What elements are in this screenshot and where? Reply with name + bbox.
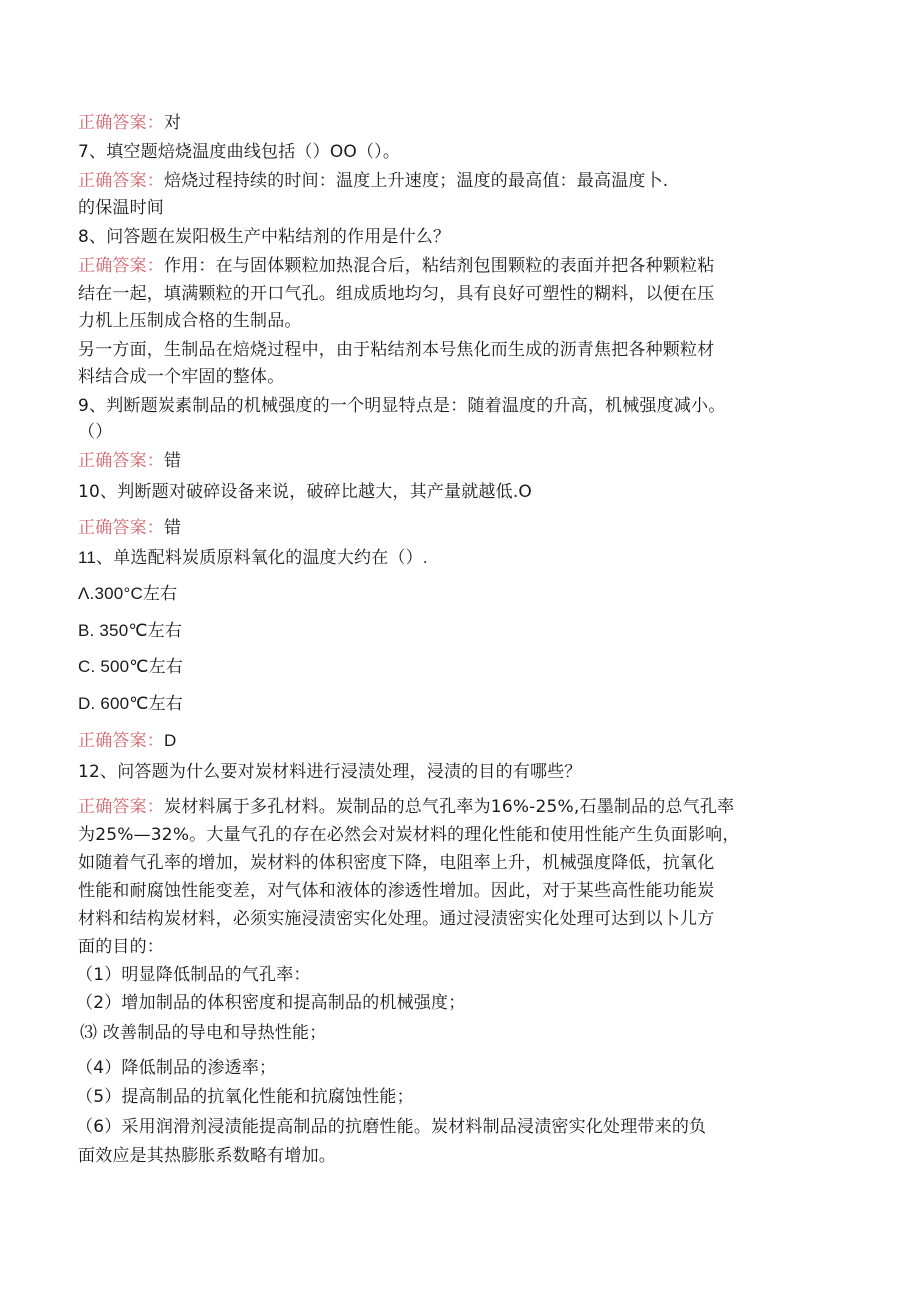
answer-text: 另一方面，生制品在焙烧过程中，由于粘结剂本号焦化而生成的沥青焦把各种颗粒材 [78, 340, 715, 360]
answer-label: 正确答案： [78, 518, 164, 538]
question-q8: 8、问答题在炭阳极生产中粘结剂的作用是什么？ [78, 227, 451, 247]
answer-line-q7 [78, 169, 668, 193]
question-q10: 10、判断题对破碎设备来说，破碎比越大，其产量就越低.O [78, 482, 533, 502]
answer-value: 对 [164, 113, 182, 133]
answer-text: 炭材料属于多孔材料。炭制品的总气孔率为16%-25%,石墨制品的总气孔率 [164, 797, 735, 817]
answer-text: 结在一起，填满颗粒的开口气孔。组成质地均匀，具有良好可塑性的糊料，以便在压 [78, 284, 715, 304]
answer-text: 焙烧过程持续的时间：温度上升速度；温度的最高值：最高温度卜. [164, 171, 669, 191]
answer-text: 性能和耐腐蚀性能变差，对气体和液体的渗透性增加。因此，对于某些高性能功能炭 [78, 881, 715, 901]
purpose-point-4: （4）降低制品的渗透率； [76, 1058, 277, 1078]
answer-line-q11 [78, 729, 176, 753]
option-c: C. 500℃左右 [78, 657, 183, 676]
answer-label: 正确答案： [78, 171, 164, 191]
purpose-point-1: （1）明显降低制品的气孔率： [76, 965, 311, 985]
answer-label: 正确答案： [78, 731, 164, 750]
question-q9-blank: （） [78, 422, 113, 442]
answer-tail: 面效应是其热膨胀系数略有增加。 [78, 1146, 336, 1166]
question-q7: 7、填空题焙烧温度曲线包括（）OO（）。 [78, 142, 401, 162]
answer-line-q9 [78, 449, 181, 473]
purpose-point-3: ⑶ 改善制品的导电和导热性能； [80, 1023, 327, 1043]
purpose-point-6: （6）采用润滑剂浸渍能提高制品的抗磨性能。炭材料制品浸渍密实化处理带来的负 [76, 1117, 707, 1137]
answer-value: D [164, 731, 177, 750]
answer-value: 错 [164, 451, 182, 471]
answer-line-q10 [78, 516, 181, 540]
answer-label: 正确答案： [78, 797, 164, 817]
answer-text: 为25%—32%。大量气孔的存在必然会对炭材料的理化性能和使用性能产生负面影响， [78, 825, 740, 845]
answer-line-q6 [78, 111, 181, 135]
answer-text: 作用：在与固体颗粒加热混合后，粘结剂包围颗粒的表面并把各种颗粒粘 [164, 256, 715, 276]
answer-label: 正确答案： [78, 113, 164, 133]
answer-text: 的保温时间 [78, 198, 164, 218]
question-q12: 12、问答题为什么要对炭材料进行浸渍处理，浸渍的目的有哪些？ [78, 762, 582, 782]
answer-text: 面的目的： [78, 937, 164, 957]
purpose-point-2: （2）增加制品的体积密度和提高制品的机械强度； [76, 993, 466, 1013]
option-b: B. 350℃左右 [78, 621, 183, 640]
answer-text: 如随着气孔率的增加，炭材料的体积密度下降，电阻率上升，机械强度降低，抗氧化 [78, 853, 715, 873]
answer-line-q12 [78, 795, 734, 819]
option-a: Λ.300°C左右 [78, 584, 178, 603]
answer-text: 料结合成一个牢固的整体。 [78, 367, 285, 387]
question-q9: 9、判断题炭素制品的机械强度的一个明显特点是：随着温度的升高，机械强度减小。 [78, 396, 726, 416]
answer-line-q8 [78, 254, 714, 278]
answer-label: 正确答案： [78, 256, 164, 276]
answer-value: 错 [164, 518, 182, 538]
answer-text: 力机上压制成合格的生制品。 [78, 311, 302, 331]
answer-text: 材料和结构炭材料，必须实施浸渍密实化处理。通过浸渍密实化处理可达到以卜儿方 [78, 909, 715, 929]
answer-label: 正确答案： [78, 451, 164, 471]
purpose-point-5: （5）提高制品的抗氧化性能和抗腐蚀性能； [76, 1087, 414, 1107]
option-d: D. 600℃左右 [78, 694, 183, 713]
question-q11: 11、单选配料炭质原料氧化的温度大约在（）. [78, 548, 428, 567]
